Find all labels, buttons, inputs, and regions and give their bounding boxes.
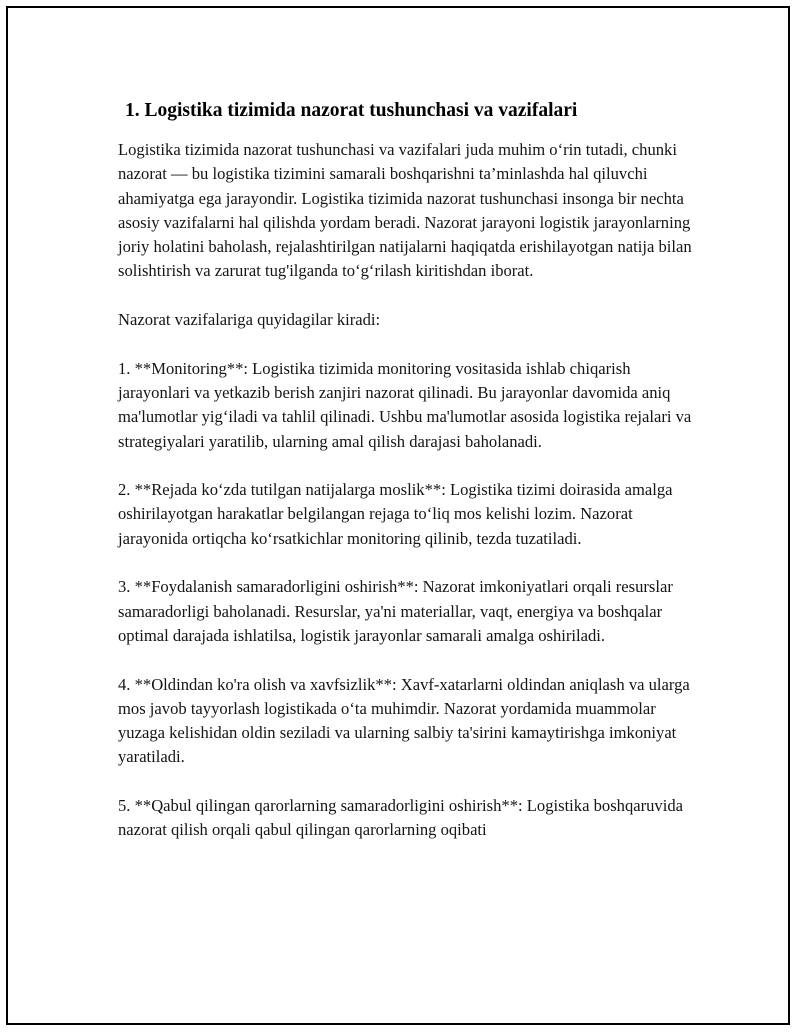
intro-paragraph: Logistika tizimida nazorat tushunchasi va vazifalari juda muhim o‘rin tutadi, chunki nazorat — bu logistika tizimini samarali boshqarishni ta’minlashda hal qiluvchi ahamiyatga ega jarayondir. Logistika tizimida nazorat tushunchasi insonga bir nechta asosiy vazifalarni hal qilishda yordam beradi. Nazorat jarayoni logistik jarayonlarning joriy holatini baholash, rejalashtirilgan natijalarni haqiqatda erishilayotgan natija bilan solishtirish va zarurat tug'ilganda to‘g‘rilash kiritishdan iborat. [118,140,692,281]
tasks-lead-paragraph: Nazorat vazifalariga quyidagilar kiradi: [118,310,381,330]
task-item-decisions: 5. **Qabul qilingan qarorlarning samaradorligini oshirish**: Logistika boshqaruvida nazorat qilish orqali qabul qilingan qarorlarning oqibati [118,796,684,840]
task-item-monitoring: 1. **Monitoring**: Logistika tizimida monitoring vositasida ishlab chiqarish jarayonlari va yetkazib berish zanjiri nazorat qilinadi. Bu jarayonlar davomida aniq ma'lumotlar yig‘iladi va tahlil qilinadi. Ushbu ma'lumotlar asosida logistika rejalari va strategiyalari yaratilib, ularning amal qilish darajasi baholanadi. [118,358,692,451]
page-title: 1. Logistika tizimida nazorat tushunchasi va vazifalari [125,100,578,121]
task-item-efficiency: 3. **Foydalanish samaradorligini oshirish**: Nazorat imkoniyatlari orqali resurslar samaradorligi baholanadi. Resurslar, ya'ni materiallar, vaqt, energiya va boshqalar optimal darajada ishlatilsa, logistik jarayonlar samarali amalga oshiriladi. [118,577,673,645]
task-item-forecast-safety: 4. **Oldindan ko'ra olish va xavfsizlik**: Xavf-xatarlarni oldindan aniqlash va ularga mos javob tayyorlash logistikada o‘ta muhimdir. Nazorat yordamida muammolar yuzaga kelishidan oldin seziladi va ularning salbiy ta'sirini kamaytirishga imkoniyat yaratiladi. [118,674,690,767]
task-item-plan-compliance: 2. **Rejada ko‘zda tutilgan natijalarga moslik**: Logistika tizimi doirasida amalga oshirilayotgan harakatlar belgilangan rejaga to‘liq mos kelishi lozim. Nazorat jarayonida ortiqcha ko‘rsatkichlar monitoring qilinib, tezda tuzatiladi. [118,480,673,548]
page-frame [6,6,790,1025]
document-body [118,98,698,843]
